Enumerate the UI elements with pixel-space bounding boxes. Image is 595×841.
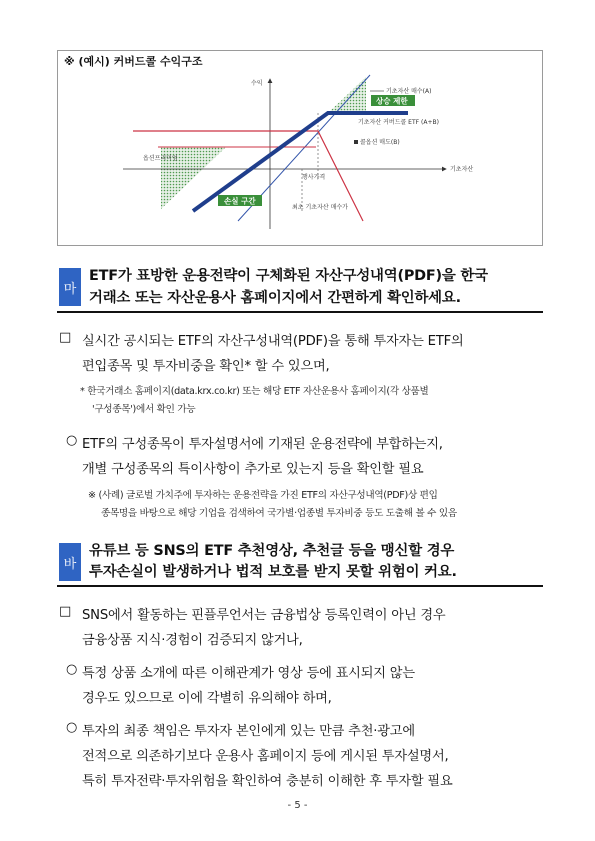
ba-bullet1-line1: SNS에서 활동하는 핀플루언서는 금융법상 등록인력이 아닌 경우 — [82, 608, 446, 623]
ba-bullet2-line2: 경우도 있으므로 이에 각별히 유의해야 하며, — [82, 691, 332, 706]
page-number: - 5 - — [287, 800, 308, 811]
section-heading-ba-line2: 투자손실이 발생하거나 법적 보호를 받지 못할 위험이 커요. — [89, 564, 457, 580]
ba-bullet3-line2: 전적으로 의존하기보다 운용사 홈페이지 등에 게시된 투자설명서, — [82, 749, 449, 764]
ma-bullet1-line1: 실시간 공시되는 ETF의 자산구성내역(PDF)을 통해 투자자는 ETF의 — [82, 334, 464, 349]
circle-bullet: ○ — [66, 433, 78, 448]
section-rule-ma — [57, 311, 543, 313]
upside-limit-area — [328, 77, 366, 113]
ma-note2-line1: ※ (사례) 글로벌 가치주에 투자하는 운용전략을 가진 ETF의 자산구성내역(PDF)상 편입 — [88, 490, 438, 501]
premium-label: 옵션프리미엄 — [143, 155, 178, 162]
circle-bullet: ○ — [66, 720, 78, 735]
section-rule-ba — [57, 585, 543, 587]
ba-bullet3-line3: 특히 투자전략·투자위험을 확인하여 충분히 이해한 후 투자할 필요 — [82, 774, 453, 789]
ba-bullet2-line1: 특정 상품 소개에 따른 이해관계가 영상 등에 표시되지 않는 — [82, 666, 415, 681]
section-badge-ba: 바 — [59, 543, 81, 581]
loss-zone-text: 손실 구간 — [224, 196, 256, 206]
square-bullet: □ — [59, 604, 72, 619]
ba-bullet3-line1: 투자의 최종 책임은 투자자 본인에게 있는 만큼 추천·광고에 — [82, 724, 415, 739]
ma-note1-line1: * 한국거래소 홈페이지(data.krx.co.kr) 또는 해당 ETF 자산운용사 홈페이지(각 상품별 — [80, 386, 429, 397]
ba-bullet1-line2: 금융상품 지식·경험이 검증되지 않거나, — [82, 633, 303, 648]
base-price-label: 최초 기초자산 매수가 — [292, 204, 348, 211]
circle-bullet: ○ — [66, 662, 78, 677]
upside-limit-text: 상승 제한 — [376, 96, 408, 106]
underlying-axis-label: 기초자산 — [450, 166, 474, 173]
example-title: ※ (예시) 커버드콜 수익구조 — [64, 55, 203, 68]
section-heading-ma-line2: 거래소 또는 자산운용사 홈페이지에서 간편하게 확인하세요. — [89, 290, 461, 306]
example-box — [57, 50, 543, 246]
section-badge-ma: 마 — [59, 268, 81, 306]
ma-bullet1-line2: 편입종목 및 투자비중을 확인* 할 수 있으며, — [82, 359, 330, 374]
ma-bullet2-line1: ETF의 구성종목이 투자설명서에 기재된 운용전략에 부합하는지, — [82, 437, 443, 452]
ma-note1-line2: '구성종목')에서 확인 가능 — [92, 404, 196, 415]
covered-call-etf-label: 기초자산 커버드콜 ETF (A+B) — [358, 119, 439, 126]
strike-label: 행사가격 — [302, 174, 326, 181]
ma-bullet2-line2: 개별 구성종목의 특이사항이 추가로 있는지 등을 확인할 필요 — [82, 462, 424, 477]
square-bullet: □ — [59, 330, 72, 345]
profit-label: 수익 — [251, 80, 263, 87]
ma-note2-line2: 종목명을 바탕으로 해당 기업을 검색하여 국가별·업종별 투자비중 등도 도출해 볼 수 있음 — [101, 508, 457, 519]
section-heading-ma-line1: ETF가 표방한 운용전략이 구체화된 자산구성내역(PDF)을 한국 — [89, 268, 488, 284]
call-sell-marker — [354, 140, 358, 144]
underlying-buy-label: 기초자산 매수(A) — [386, 88, 432, 95]
call-sell-label: 콜옵션 매도(B) — [360, 139, 400, 146]
section-heading-ba-line1: 유튜브 등 SNS의 ETF 추천영상, 추천글 등을 맹신할 경우 — [89, 543, 455, 559]
payoff-diagram — [58, 51, 542, 245]
